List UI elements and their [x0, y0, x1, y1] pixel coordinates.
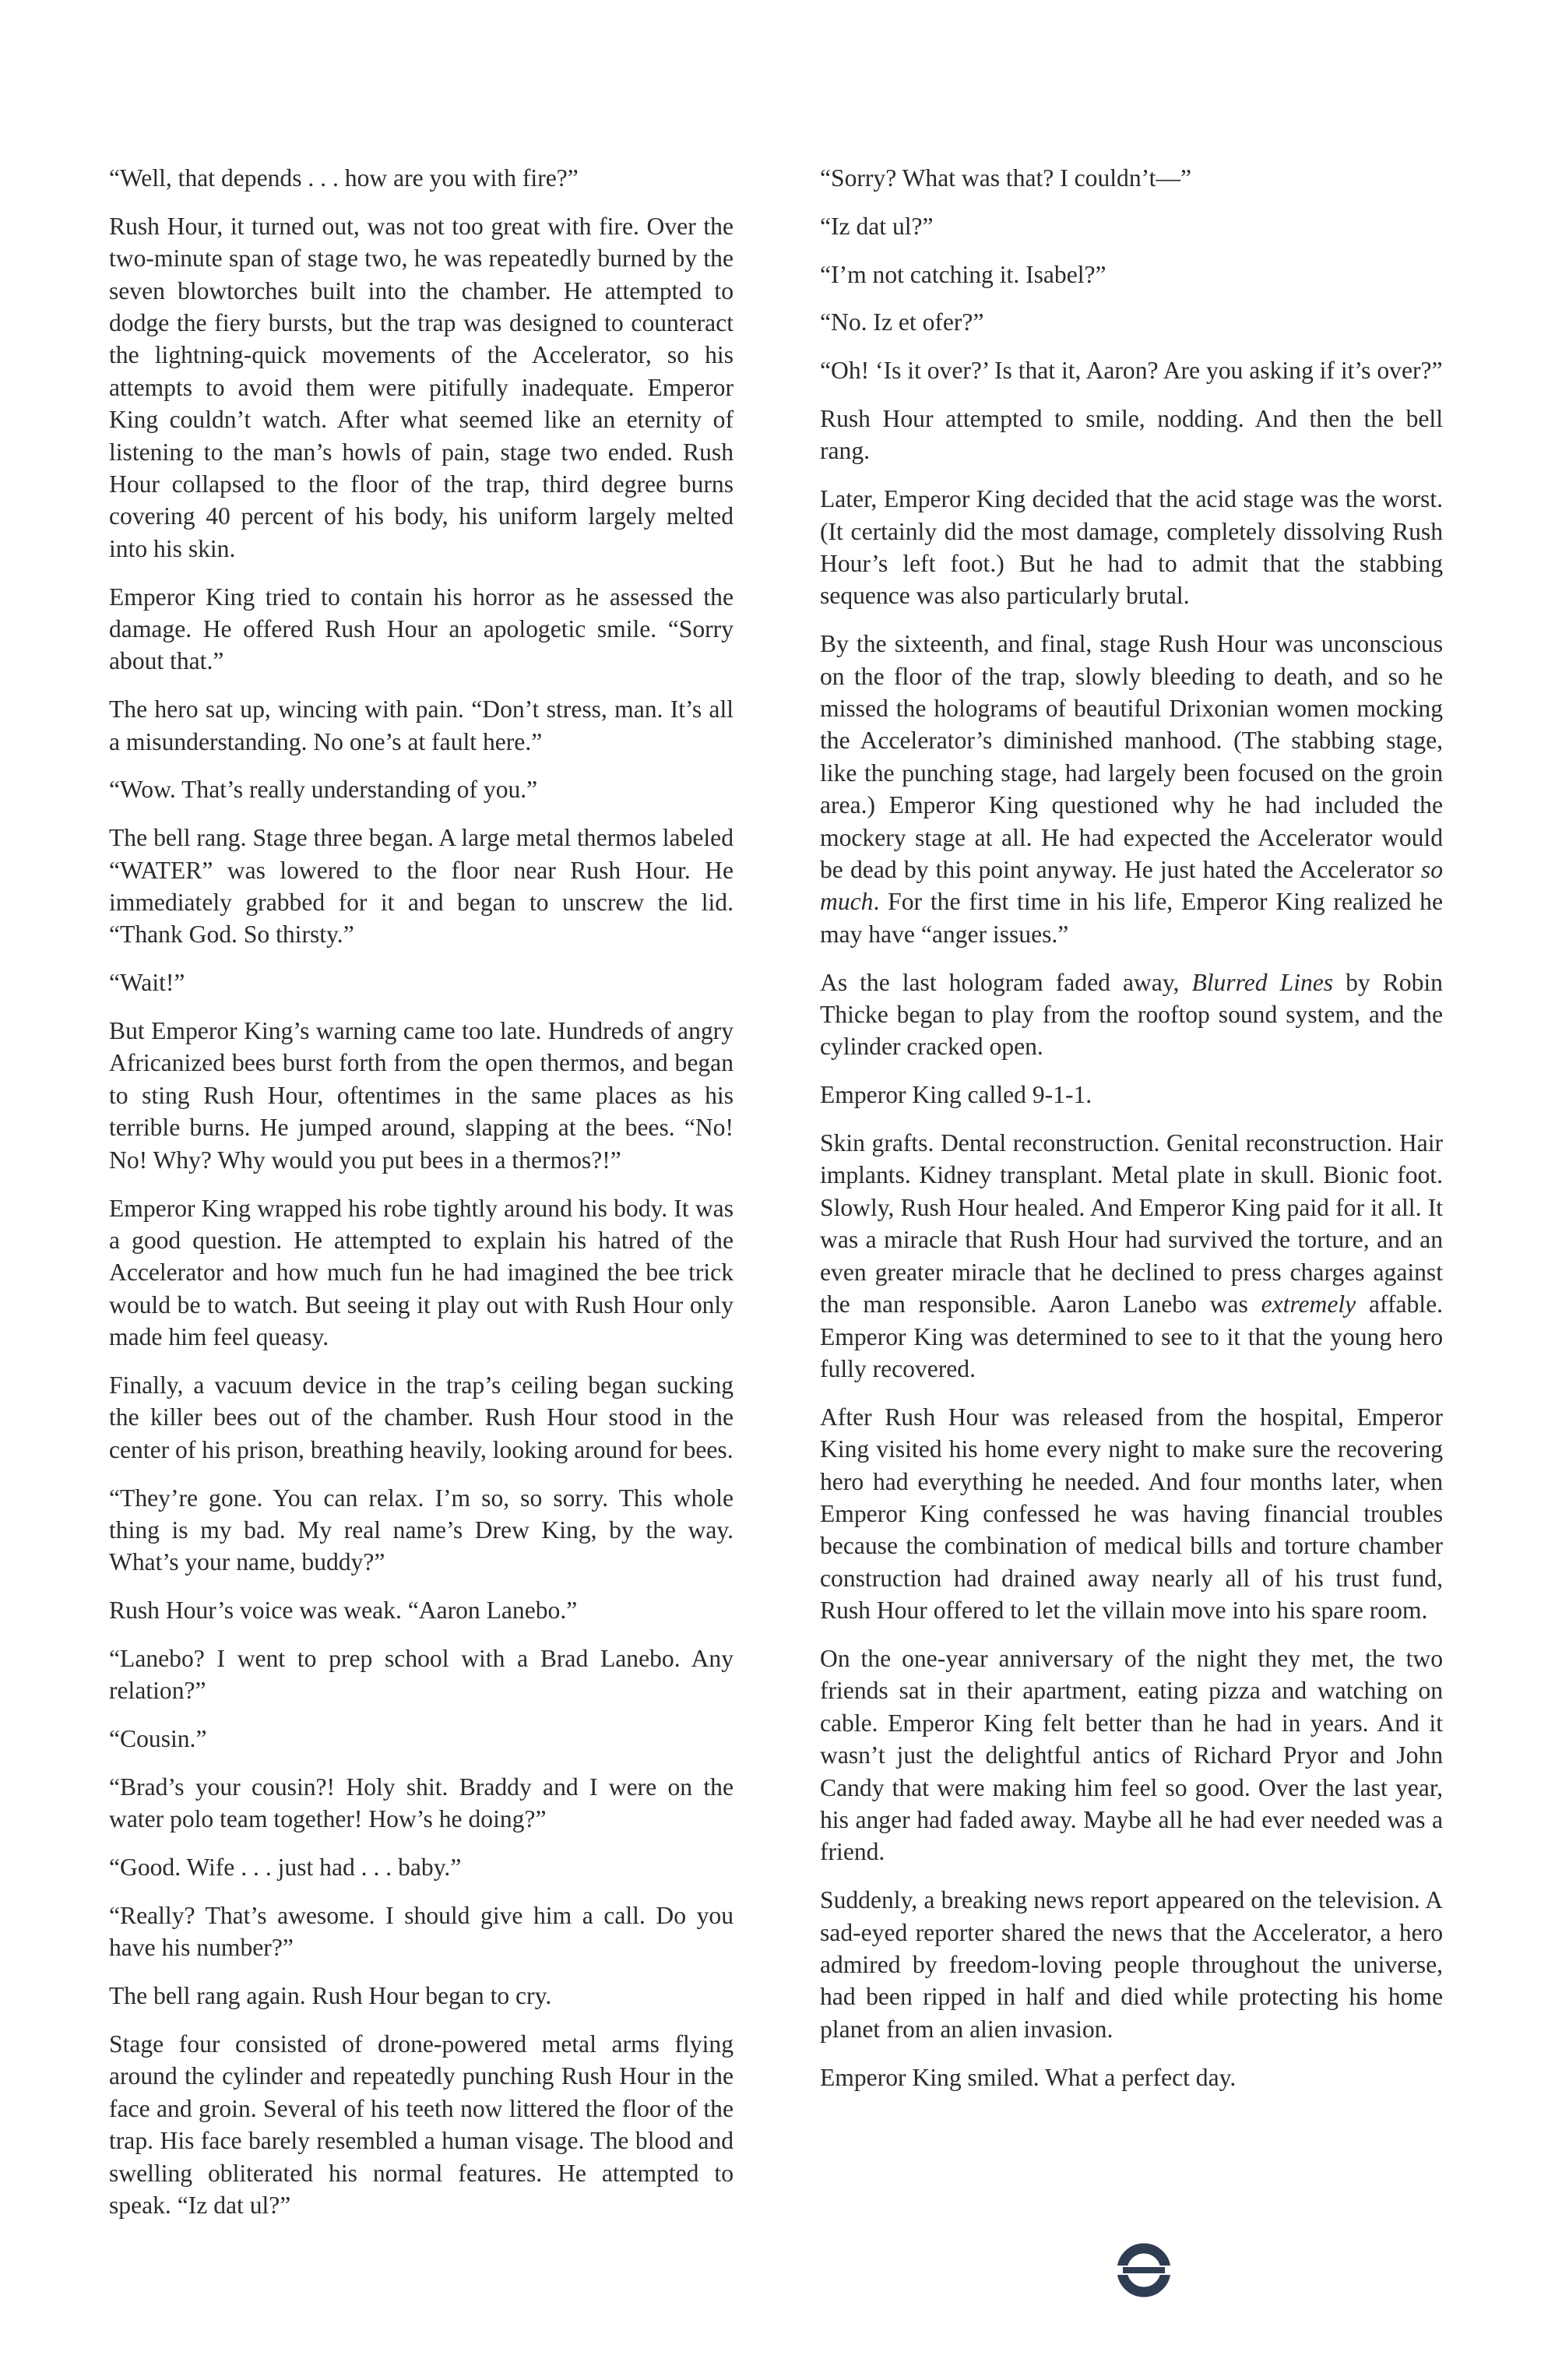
paragraph: “I’m not catching it. Isabel?” [820, 260, 1106, 288]
paragraph: Emperor King called 9-1-1. [820, 1081, 1092, 1109]
paragraph: Rush Hour, it turned out, was not too great with fire. Over the two-minute span of stage two, he was repeatedly burned by the seven blowtorches built into the chamber. He attempted to dodge the fiery bursts, but the trap was designed to counteract the lightning-quick movements of the Accelerator, so his attempts to avoid them were pitifully inadequate. Emperor King couldn’t watch. After what seemed like an eternity of listening to the man’s howls of pain, stage two ended. Rush Hour collapsed to the floor of the trap, third degree burns covering 40 percent of his body, his uniform largely melted into his skin. [109, 212, 734, 562]
text-column-right [820, 162, 1443, 2109]
paragraph: Emperor King smiled. What a perfect day. [820, 2063, 1237, 2091]
paragraph: “Wow. That’s really understanding of you.” [109, 776, 538, 804]
italic-emphasis: so much [820, 856, 1443, 916]
paragraph: After Rush Hour was released from the hospital, Emperor King visited his home every night to make sure the recovering hero had everything he needed. And four months later, when Emperor King confessed he was having financial troubles because the combination of medical bills and torture chamber construction had drained away nearly all of his trust fund, Rush Hour offered to let the villain move into his spare room. [820, 1403, 1443, 1625]
text-run: affable. Emperor King was determined to see to it that the young hero fully recovered. [820, 1290, 1443, 1382]
paragraph: Emperor King tried to contain his horror as he assessed the damage. He offered Rush Hour an apologetic smile. “Sorry about that.” [109, 583, 734, 675]
paragraph: “Lanebo? I went to prep school with a Brad Lanebo. Any relation?” [109, 1644, 734, 1705]
paragraph: On the one-year anniversary of the night they met, the two friends sat in their apartment, eating pizza and watching on cable. Emperor King felt better than he had in years. And it wasn’t just the delightful antics of Richard Pryor and John Candy that were making him feel so good. Over the last year, his anger had faded away. Maybe all he had ever needed was a friend. [820, 1644, 1443, 1866]
text-run: Skin grafts. Dental reconstruction. Genital reconstruction. Hair implants. Kidney transplant. Metal plate in skull. Bionic foot. Slowly, Rush Hour healed. And Emperor King paid for it all. It was a miracle that Rush Hour had survived the torture, and an even greater miracle that he declined to press charges against the man responsible. Aaron Lanebo was [820, 1129, 1443, 1319]
paragraph [820, 966, 1443, 1063]
paragraph: “Brad’s your cousin?! Holy shit. Braddy and I were on the water polo team together! How’s he doing?” [109, 1773, 734, 1833]
paragraph [820, 1127, 1443, 1385]
paragraph: “Good. Wife . . . just had . . . baby.” [109, 1854, 462, 1882]
paragraph: The bell rang. Stage three began. A large metal thermos labeled “WATER” was lowered to the floor near Rush Hour. He immediately grabbed for it and began to unscrew the lid. “Thank God. So thirsty.” [109, 824, 734, 949]
paragraph: “Sorry? What was that? I couldn’t—” [820, 164, 1191, 192]
text-run: by Robin Thicke began to play from the rooftop sound system, and the cylinder cracked open. [820, 968, 1443, 1061]
paragraph [820, 628, 1443, 950]
paragraph: “Really? That’s awesome. I should give him a call. Do you have his number?” [109, 1901, 734, 1962]
italic-emphasis: extremely [1261, 1290, 1356, 1319]
italic-song-title: Blurred Lines [1191, 968, 1334, 996]
paragraph: But Emperor King’s warning came too late. Hundreds of angry Africanized bees burst forth from the open thermos, and began to sting Rush Hour, oftentimes in the same places as his terrible burns. He jumped around, slapping at the bees. “No! No! Why? Why would you put bees in a thermos?!” [109, 1017, 734, 1174]
text-run: As the last hologram faded away, [820, 968, 1192, 996]
paragraph: Emperor King wrapped his robe tightly around his body. It was a good question. He attempted to explain his hatred of the Accelerator and how much fun he had imagined the bee trick would be to watch. But seeing it play out with Rush Hour only made him feel queasy. [109, 1194, 734, 1351]
end-of-story-icon [1115, 2241, 1173, 2299]
paragraph: Later, Emperor King decided that the acid stage was the worst. (It certainly did the most damage, completely dissolving Rush Hour’s left foot.) But he had to admit that the stabbing sequence was also particularly brutal. [820, 485, 1443, 610]
paragraph: “Well, that depends . . . how are you with fire?” [109, 164, 579, 192]
paragraph: Rush Hour’s voice was weak. “Aaron Lanebo.” [109, 1597, 578, 1625]
text-run: By the sixteenth, and final, stage Rush Hour was unconscious on the floor of the trap, slowly bleeding to death, and so he missed the holograms of beautiful Drixonian women mocking the Accelerator’s diminished manhood. (The stabbing stage, like the punching stage, had largely been focused on the groin area.) Emperor King questioned why he had included the mockery stage at all. He had expected the Accelerator would be dead by this point anyway. He just hated the Accelerator [820, 630, 1443, 884]
paragraph: “Cousin.” [109, 1725, 207, 1753]
paragraph: The hero sat up, wincing with pain. “Don’t stress, man. It’s all a misunderstanding. No one’s at fault here.” [109, 695, 734, 755]
paragraph: “Oh! ‘Is it over?’ Is that it, Aaron? Are you asking if it’s over?” [820, 357, 1443, 385]
text-run: . For the first time in his life, Emperor King realized he may have “anger issues.” [820, 888, 1443, 948]
paragraph: “Wait!” [109, 969, 185, 997]
paragraph: “No. Iz et ofer?” [820, 308, 984, 336]
text-column-left [109, 162, 734, 2237]
paragraph: “They’re gone. You can relax. I’m so, so sorry. This whole thing is my bad. My real name’s Drew King, by the way. What’s your name, buddy?” [109, 1484, 734, 1576]
paragraph: The bell rang again. Rush Hour began to cry. [109, 1982, 552, 2010]
paragraph: “Iz dat ul?” [820, 212, 934, 240]
paragraph: Finally, a vacuum device in the trap’s ceiling began sucking the killer bees out of the chamber. Rush Hour stood in the center of his prison, breathing heavily, looking around for bees. [109, 1371, 734, 1463]
paragraph: Rush Hour attempted to smile, nodding. And then the bell rang. [820, 404, 1443, 465]
paragraph: Stage four consisted of drone-powered metal arms flying around the cylinder and repeatedly punching Rush Hour in the face and groin. Several of his teeth now littered the floor of the trap. His face barely resembled a human visage. The blood and swelling obliterated his normal features. He attempted to speak. “Iz dat ul?” [109, 2030, 734, 2219]
paragraph: Suddenly, a breaking news report appeared on the television. A sad-eyed reporter shared the news that the Accelerator, a hero admired by freedom-loving people throughout the universe, had been ripped in half and died while protecting his home planet from an alien invasion. [820, 1886, 1443, 2043]
